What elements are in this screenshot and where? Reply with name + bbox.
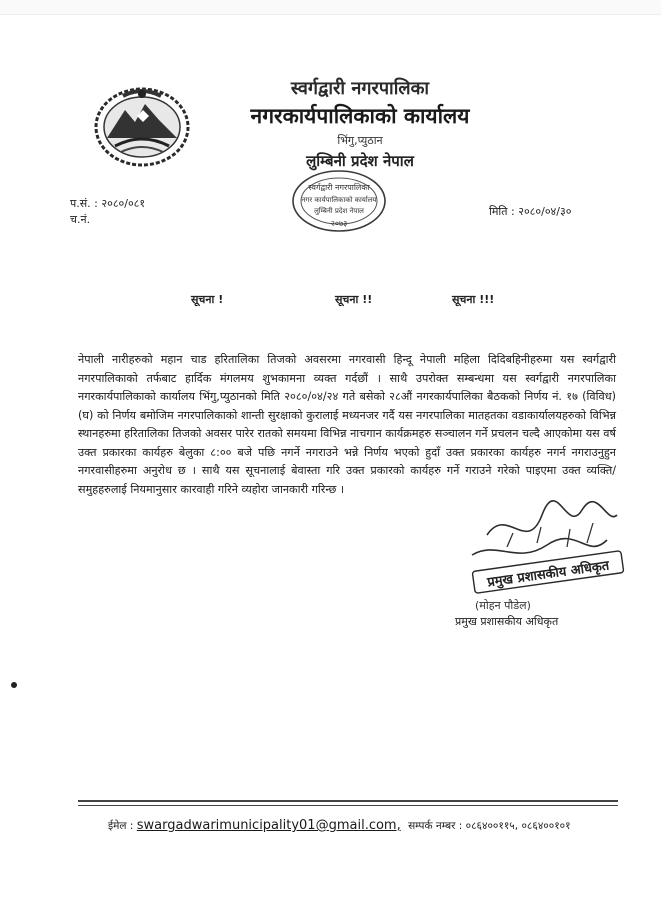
office-seal-stamp-icon bbox=[289, 168, 389, 234]
municipality-name: स्वर्गद्वारी नगरपालिका bbox=[290, 78, 430, 99]
stamp-line-1: स्वर्गद्वारी नगरपालिका bbox=[308, 183, 370, 192]
letter-date: मिति : २०८०/०४/३० bbox=[489, 205, 572, 218]
footer-rule bbox=[78, 800, 618, 802]
notice-heading: सूचना !!! bbox=[452, 293, 495, 306]
signature-stamp-text: प्रमुख प्रशासकीय अधिकृत bbox=[486, 558, 611, 591]
stamp-line-2: नगर कार्यपालिकाको कार्यालय bbox=[301, 196, 377, 204]
footer-rule-thin bbox=[78, 805, 618, 806]
province-name: लुम्बिनी प्रदेश नेपाल bbox=[306, 152, 414, 170]
footer-contact bbox=[108, 818, 571, 833]
phone-numbers: ०८६४००११५, ०८६४००१०१ bbox=[465, 820, 571, 832]
signature-icon bbox=[467, 495, 632, 613]
stamp-line-3: लुम्बिनी प्रदेश नेपाल bbox=[314, 207, 364, 215]
punch-hole-mark bbox=[11, 682, 17, 688]
nepal-emblem-icon bbox=[93, 86, 191, 168]
dispatch-number: च.नं. bbox=[70, 213, 91, 226]
scan-edge bbox=[0, 0, 661, 15]
reference-number: प.सं. : २०८०/०८१ bbox=[70, 197, 146, 210]
office-location: भिंगु,प्युठान bbox=[337, 134, 383, 147]
phone-label: सम्पर्क नम्बर : bbox=[408, 820, 463, 832]
email-label: ईमेल : bbox=[108, 820, 134, 832]
email-link[interactable]: swargadwarimunicipality01@gmail.com, bbox=[136, 818, 401, 833]
notice-body: नेपाली नारीहरुको महान चाड हरितालिका तिजको अवसरमा नगरवासी हिन्दू नेपाली महिला दिदिबहिनीहरुमा यस स्वर्गद्वारी नगरपालिकाको तर्फबाट हार्दिक मंगलमय शुभकामना व्यक्त गर्दछौं । साथै उपरोक्त सम्बन्धमा यस स्वर्गद्वारी नगरपालिका नगरकार्यपालिकाको कार्यालय भिंगु,प्युठानको मिति २०८०/०४/२४ गते बसेको २८औं नगरकार्यपालिका बैठकको निर्णय नं. १७ (विविध) (घ) को निर्णय बमोजिम नगरपालिकाको शान्ती सुरक्षाको कुरालाई मध्यनजर गर्दै यस नगरपालिका मातहतका वडाकार्यालयहरुको विभिन्न स्थानहरुमा हरितालिका तिजको अवसर पारेर रातको समयमा विभिन्न नाचगान कार्यक्रमहरु सञ्चालन गर्ने प्रचलन चल्दै आएकोमा यस वर्ष उक्त प्रकारका कार्यहरु बेलुका ८:०० बजे पछि नगर्ने नगराउने भन्ने निर्णय भएको हुदाँ उक्त प्रकारका कार्यहरु नगर्न नगराउनुहुन नगरवासीहरुमा अनुरोध छ । साथै यस सूचनालाई बेवास्ता गरि उक्त प्रकारको कार्यहरु गर्ने गराउने गरेको पाइएमा उक्त व्यक्ति/समुहहरुलाई नियमानुसार कारवाही गरिने व्यहोरा जानकारी गरिन्छ । bbox=[78, 353, 616, 496]
signatory-name: (मोहन पौडेल) bbox=[475, 599, 531, 612]
notice-heading: सूचना ! bbox=[191, 293, 224, 306]
office-name: नगरकार्यपालिकाको कार्यालय bbox=[250, 104, 470, 128]
notice-heading: सूचना !! bbox=[335, 293, 373, 306]
stamp-year: २०७३ bbox=[330, 219, 348, 228]
signatory-title: प्रमुख प्रशासकीय अधिकृत bbox=[455, 615, 559, 628]
